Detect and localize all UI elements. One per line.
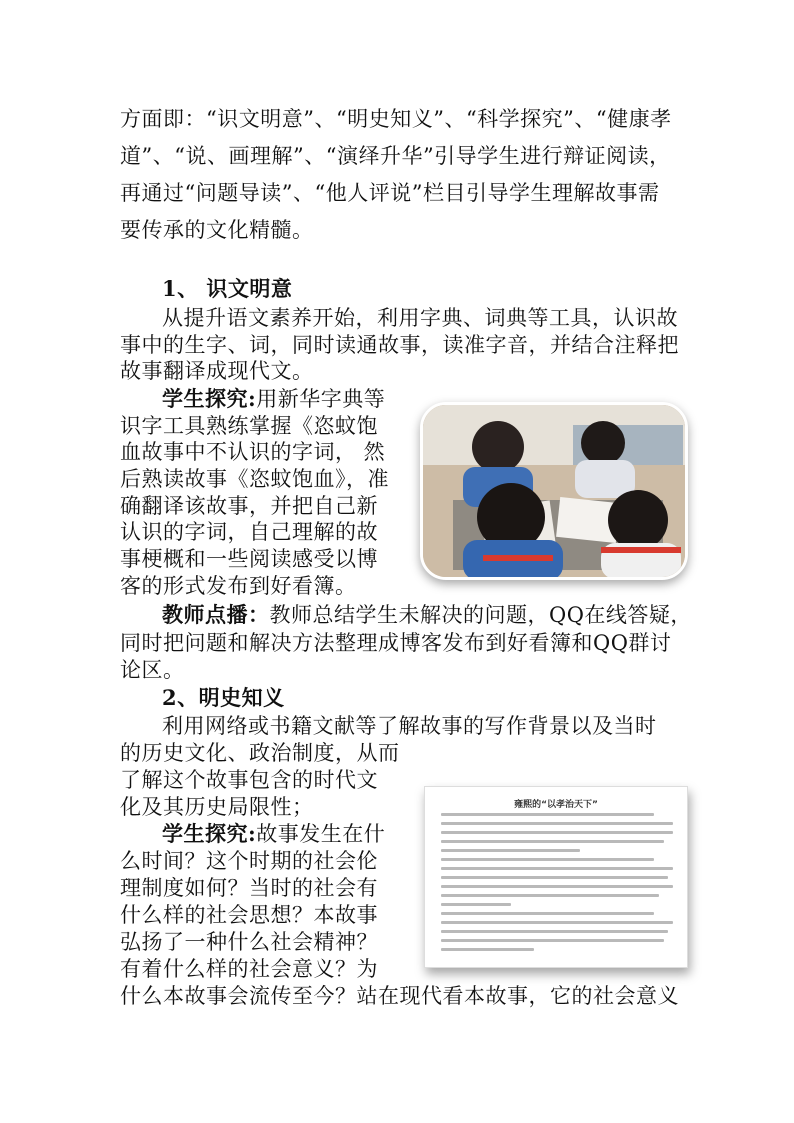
line-text: 故事发生在什 [256,822,386,846]
paragraph-line [162,819,385,849]
paragraph-line: 再通过“问题导读”、“他人评说”栏目引导学生理解故事需 [120,181,660,205]
paragraph-line: 什么样的社会思想？本故事 [120,903,378,927]
paragraph-line: 化及其历史局限性； [120,795,314,819]
paragraph-line: 利用网络或书籍文献等了解故事的写作背景以及当时 [162,714,657,738]
paragraph-line: 客的形式发布到好看簿。 [120,574,357,598]
paragraph-line: 论区。 [120,658,185,682]
paragraph-line: 识字工具熟练掌握《恣蚊饱 [120,414,378,438]
paragraph-line: 弘扬了一种什么社会精神？ [120,930,378,954]
section-heading: 2、明史知义 [162,685,285,710]
paragraph-line: 要传承的文化精髓。 [120,218,314,242]
paragraph-line: 么时间？这个时期的社会伦 [120,849,378,873]
paragraph-line: 什么本故事会流传至今？站在现代看本故事，它的社会意义 [120,984,679,1008]
paragraph-line: 有着什么样的社会意义？为 [120,957,378,981]
student-label: 学生探究: [162,821,257,846]
students-photo [420,402,688,580]
section-heading: 1、 识文明意 [162,276,293,301]
paragraph-line: 的历史文化、政治制度，从而 [120,741,400,765]
paragraph-line: 事梗概和一些阅读感受以博 [120,547,378,571]
paragraph-line [162,600,692,630]
paragraph-line: 故事翻译成现代文。 [120,359,314,383]
paragraph-line: 同时把问题和解决方法整理成博客发布到好看簿和QQ群讨 [120,631,672,655]
paragraph-line: 认识的字词，自己理解的故 [120,520,378,544]
student-label: 学生探究: [162,386,257,411]
doc-image-text-lines [441,813,673,957]
paragraph-line: 事中的生字、词，同时读通故事，读准字音，并结合注释把 [120,333,679,357]
paragraph-line: 方面即：“识文明意”、“明史知义”、“科学探究”、“健康孝 [120,107,672,131]
teacher-label: 教师点播： [162,602,270,627]
doc-image-title: 雍熙的“以孝治天下” [514,800,598,810]
document-scan-image [424,786,688,968]
paragraph-line: 血故事中不认识的字词， 然 [120,440,386,464]
paragraph-line: 了解这个故事包含的时代文 [120,768,378,792]
line-text: 教师总结学生未解决的问题，QQ在线答疑， [269,603,692,627]
paragraph-line: 从提升语文素养开始，利用字典、词典等工具，认识故 [162,306,678,330]
line-text: 用新华字典等 [256,387,386,411]
paragraph-line: 确翻译该故事，并把自己新 [120,494,378,518]
paragraph-line [162,384,385,414]
students-photo-illustration [423,405,685,577]
paragraph-line: 道”、“说、画理解”、“演绎升华”引导学生进行辩证阅读， [120,144,671,168]
paragraph-line: 后熟读故事《恣蚊饱血》，准 [120,467,389,491]
paragraph-line: 理制度如何？当时的社会有 [120,876,378,900]
